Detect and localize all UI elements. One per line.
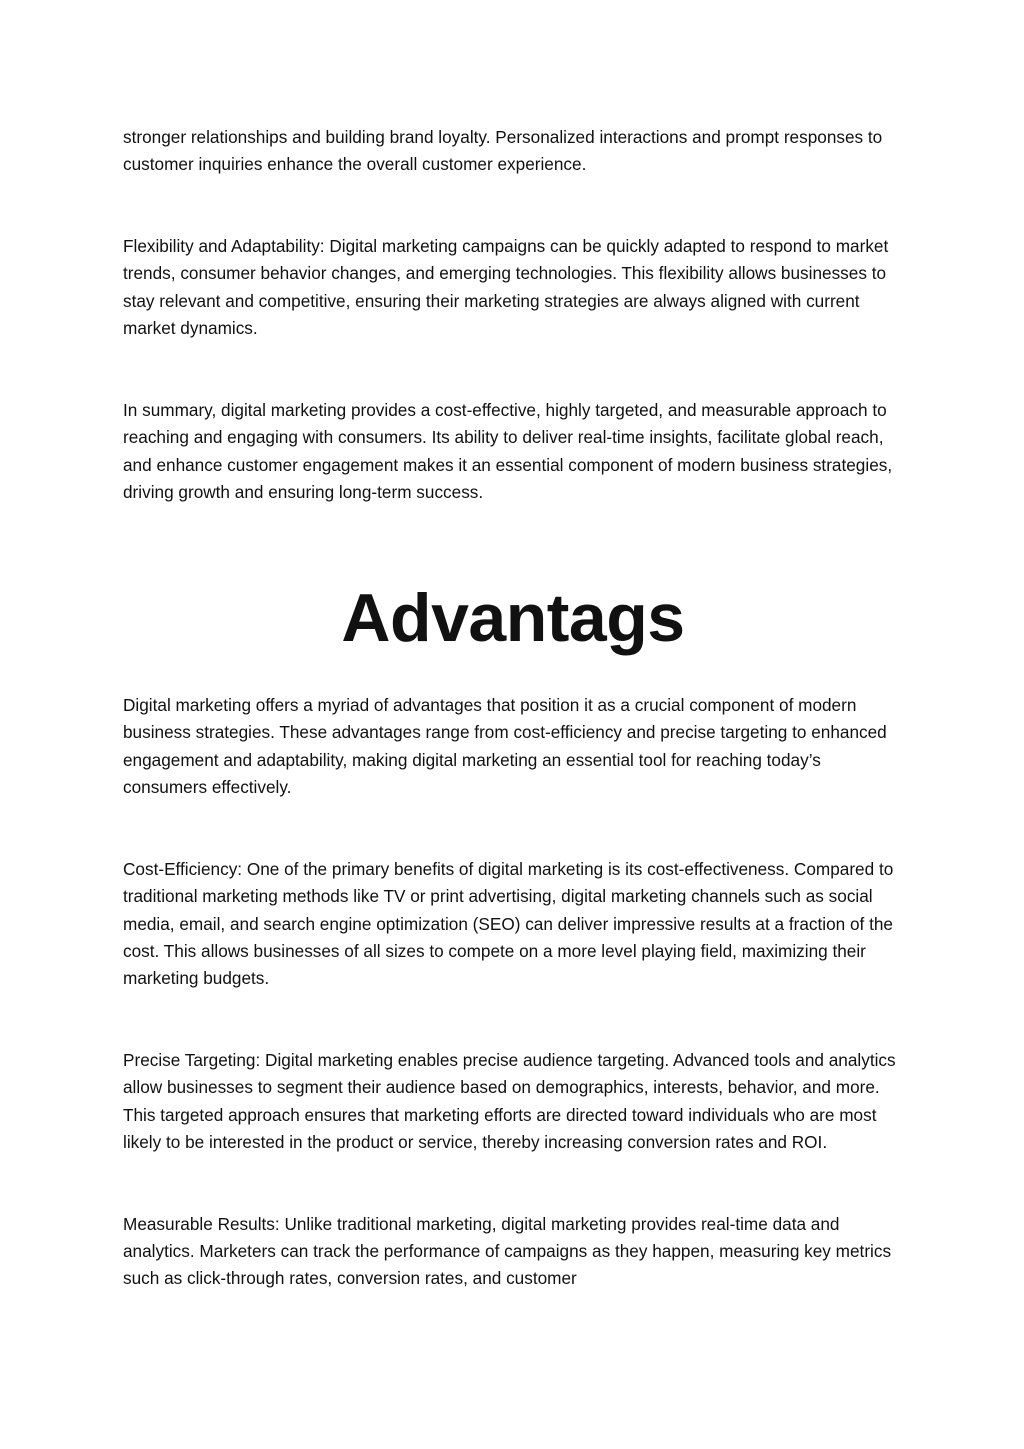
paragraph-summary: In summary, digital marketing provides a cost-effective, highly targeted, and measurable approach to reaching and engaging with consumers. Its ability to deliver real-time insights, facilitate global reach, and enhance customer engagement makes it an essential component of modern business strategies, driving growth and ensuring long-term success. (123, 399, 893, 502)
paragraph-flexibility-adaptability: Flexibility and Adaptability: Digital marketing campaigns can be quickly adapted to respond to market trends, consumer behavior changes, and emerging technologies. This flexibility allows businesses to stay relevant and competitive, ensuring their marketing strategies are always aligned with current market dynamics. (123, 236, 889, 339)
section-heading: Advantags (341, 580, 685, 657)
paragraph-precise-targeting: Precise Targeting: Digital marketing enables precise audience targeting. Advanced tools and analytics allow businesses to segment their audience based on demographics, interests, behavior, and more. This targeted approach ensures that marketing efforts are directed toward individuals who are most likely to be interested in the product or service, thereby increasing conversion rates and ROI. (123, 1050, 896, 1152)
paragraph-advantages-intro: Digital marketing offers a myriad of advantages that position it as a crucial component of modern business strategies. These advantages range from cost-efficiency and precise targeting to enhanced engagement and adaptability, making digital marketing an essential tool for reaching today’s consumers effectively. (123, 695, 887, 798)
paragraph-customer-experience: stronger relationships and building brand loyalty. Personalized interactions and prompt responses to customer inquiries enhance the overall customer experience. (123, 127, 883, 175)
document-body (123, 124, 903, 1293)
paragraph-cost-efficiency: Cost-Efficiency: One of the primary benefits of digital marketing is its cost-effectiveness. Compared to traditional marketing methods like TV or print advertising, digital marketing channels such as social media, email, and search engine optimization (SEO) can deliver impressive results at a fraction of the cost. This allows businesses of all sizes to compete on a more level playing field, maximizing their marketing budgets. (123, 858, 894, 989)
paragraph-measurable-results: Measurable Results: Unlike traditional marketing, digital marketing provides real-time data and analytics. Marketers can track the performance of campaigns as they happen, measuring key metrics such as click-through rates, conversion rates, and customer (123, 1213, 892, 1289)
